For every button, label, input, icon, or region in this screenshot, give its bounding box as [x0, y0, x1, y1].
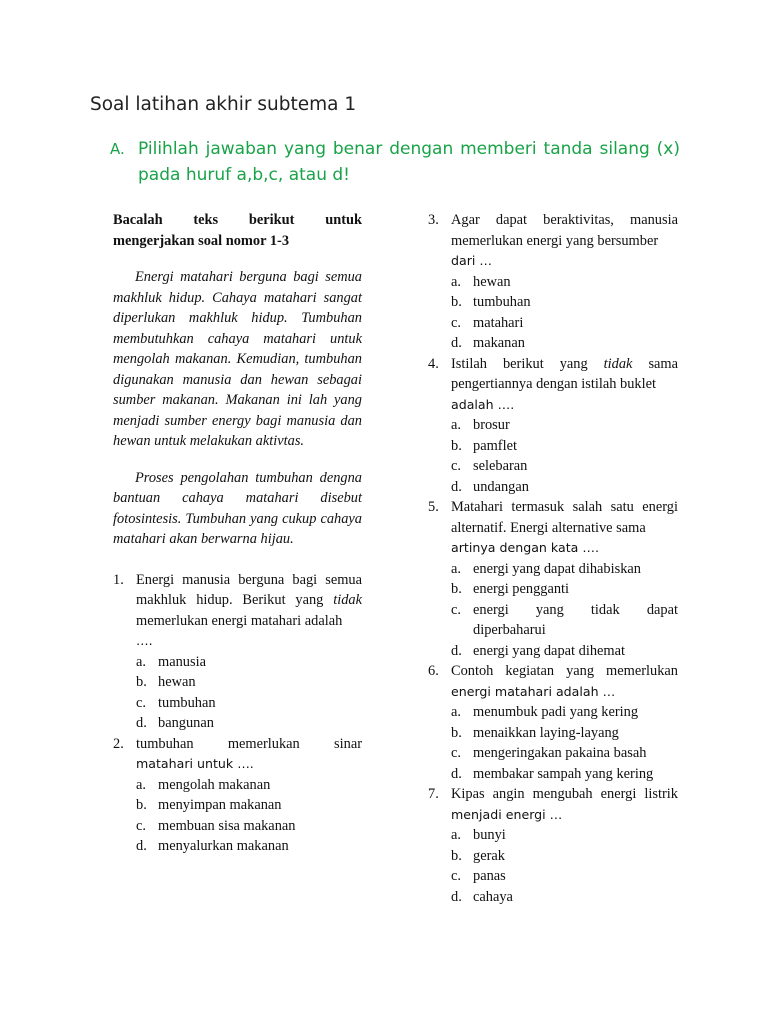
option-text: bunyi	[473, 827, 506, 843]
option-letter: a.	[136, 776, 146, 793]
option-letter: b.	[136, 674, 147, 690]
question-number: 3.	[428, 212, 439, 228]
question-stem	[451, 354, 678, 416]
option-text: energi yang dapat dihabiskan	[473, 560, 641, 577]
option-letter: c.	[451, 601, 461, 618]
question-number: 6.	[428, 663, 439, 679]
option-text: mengeringakan pakaina basah	[473, 745, 647, 761]
option-b[interactable]	[451, 723, 678, 744]
stem-emphasis: tidak	[603, 355, 633, 372]
option-letter: d.	[451, 888, 462, 905]
option-letter: c.	[451, 458, 461, 474]
passage-paragraph-1: Energi matahari berguna bagi semua makhluk hidup. Cahaya matahari sangat diperlukan makhluk hidup. Tumbuhan membutuhkan cahaya matahari untuk mengolah makanan. Kemudian, tumbuhan digunakan manusia dan hewan sebagai sumber makanan. Makanan ini lah yang menjadi sumber energy bagi manusia dan hewan untuk melakukan aktivtas.	[113, 269, 362, 449]
option-letter: a.	[451, 560, 461, 577]
option-b[interactable]	[451, 436, 678, 457]
option-d[interactable]	[136, 836, 362, 857]
stem-text: energi matahari adalah …	[451, 683, 616, 699]
option-text: pamflet	[473, 437, 517, 454]
stem-text: Contoh kegiatan yang memerlukan	[451, 663, 678, 679]
question-4	[428, 354, 678, 498]
stem-text: Energi manusia berguna bagi semua makhluk hidup. Berikut yang	[136, 571, 362, 608]
option-letter: a.	[451, 827, 461, 843]
stem-ellipsis: ….	[136, 633, 153, 648]
option-letter: a.	[451, 704, 461, 720]
stem-text: adalah ….	[451, 396, 515, 412]
option-a[interactable]	[451, 559, 678, 580]
option-text: diperbaharui	[473, 622, 546, 638]
option-c[interactable]	[451, 743, 678, 764]
instruction-text: Pilihlah jawaban yang benar dengan memberi tanda silang (x) pada huruf a,b,c, atau d!	[138, 139, 680, 185]
passage-paragraph-2: Proses pengolahan tumbuhan dengna bantuan cahaya matahari disebut fotosintesis. Tumbuhan yang cukup cahaya matahari akan berwarna hijau.	[113, 469, 362, 547]
option-text: tumbuhan	[473, 294, 531, 310]
option-letter: d.	[451, 335, 462, 351]
question-1	[113, 570, 362, 734]
option-letter: b.	[451, 724, 462, 741]
option-c[interactable]	[136, 693, 362, 714]
option-text: brosur	[473, 417, 510, 433]
option-c[interactable]	[451, 313, 678, 334]
option-list	[451, 559, 678, 662]
option-text: hewan	[473, 273, 511, 290]
stem-text: Istilah berikut yang	[451, 355, 604, 372]
option-b[interactable]	[136, 672, 362, 693]
option-letter: d.	[136, 838, 147, 854]
option-c[interactable]	[136, 816, 362, 837]
option-list	[451, 272, 678, 354]
option-text: matahari	[473, 314, 524, 331]
option-letter: a.	[136, 653, 146, 670]
option-letter: c.	[451, 745, 461, 761]
question-stem	[136, 734, 362, 775]
stem-text: tumbuhan memerlukan sinar	[136, 735, 362, 752]
right-column	[428, 210, 678, 907]
option-b[interactable]	[451, 846, 678, 867]
stem-text: matahari untuk ….	[136, 756, 254, 771]
stem-text: sama pengertiannya dengan istilah buklet	[451, 355, 679, 392]
option-list	[451, 415, 678, 497]
option-letter: c.	[451, 314, 461, 331]
option-b[interactable]	[451, 292, 678, 313]
option-b[interactable]	[136, 795, 362, 816]
question-7	[428, 784, 678, 907]
question-5	[428, 497, 678, 661]
question-number: 1.	[113, 571, 124, 588]
option-text: membuan sisa makanan	[158, 817, 296, 834]
option-c[interactable]	[451, 456, 678, 477]
option-letter: a.	[451, 417, 461, 433]
option-letter: b.	[451, 581, 462, 597]
question-number: 4.	[428, 355, 439, 372]
option-text: menumbuk padi yang kering	[473, 704, 639, 720]
option-a[interactable]	[451, 272, 678, 293]
option-text: makanan	[473, 335, 525, 351]
option-d[interactable]	[136, 713, 362, 734]
stem-text: dari …	[451, 253, 492, 268]
option-c[interactable]	[451, 600, 678, 641]
option-c[interactable]	[451, 866, 678, 887]
question-number: 2.	[113, 735, 124, 752]
instruction	[110, 136, 680, 188]
option-letter: d.	[136, 715, 147, 731]
option-text: membakar sampah yang kering	[473, 765, 654, 782]
option-text: panas	[473, 868, 506, 884]
option-a[interactable]	[451, 702, 678, 723]
option-letter: b.	[451, 847, 462, 864]
page-title: Soal latihan akhir subtema 1	[90, 94, 357, 115]
stem-text: menjadi energi …	[451, 806, 563, 822]
option-letter: a.	[451, 273, 461, 290]
stem-text: artinya dengan kata ….	[451, 540, 599, 555]
stem-text: Agar dapat beraktivitas, manusia memerlukan energi yang bersumber	[451, 212, 678, 249]
option-text: cahaya	[473, 888, 513, 905]
option-text: tumbuhan	[158, 694, 216, 711]
passage-intro-line1: Bacalah teks berikut untuk	[113, 212, 362, 228]
stem-text: Matahari termasuk salah satu energi alternatif. Energi alternative sama	[451, 499, 678, 536]
option-d[interactable]	[451, 477, 678, 498]
instruction-letter: A.	[110, 140, 125, 158]
option-d[interactable]	[451, 887, 678, 908]
option-letter: b.	[451, 294, 462, 310]
option-letter: d.	[451, 478, 462, 495]
option-letter: d.	[451, 765, 462, 782]
option-letter: b.	[451, 437, 462, 454]
stem-text: Kipas angin mengubah energi listrik	[451, 786, 678, 802]
option-text: bangunan	[158, 715, 214, 731]
option-d[interactable]	[451, 764, 678, 785]
option-text: menaikkan laying-layang	[473, 724, 619, 741]
option-a[interactable]	[136, 652, 362, 673]
option-text: energi pengganti	[473, 581, 570, 597]
option-letter: c.	[136, 817, 146, 834]
passage-intro-line2: mengerjakan soal nomor 1-3	[113, 232, 290, 249]
question-stem	[451, 784, 678, 825]
option-text: menyimpan makanan	[158, 797, 282, 813]
option-text: manusia	[158, 653, 206, 670]
option-text: menyalurkan makanan	[158, 838, 289, 854]
option-text: mengolah makanan	[158, 776, 271, 793]
stem-text: memerlukan energi matahari adalah	[136, 612, 343, 629]
option-text: hewan	[158, 674, 196, 690]
option-text: gerak	[473, 847, 505, 864]
option-text: undangan	[473, 478, 529, 495]
question-number: 7.	[428, 786, 439, 802]
option-letter: c.	[451, 868, 461, 884]
question-3	[428, 210, 678, 354]
question-stem	[451, 661, 678, 702]
question-number: 5.	[428, 499, 439, 515]
question-stem	[451, 497, 678, 559]
option-list	[451, 825, 678, 907]
option-text: energi yang dapat dihemat	[473, 642, 625, 659]
option-b[interactable]	[451, 579, 678, 600]
option-d[interactable]	[451, 333, 678, 354]
passage-intro	[113, 210, 362, 251]
option-list	[451, 702, 678, 784]
option-text: energi yang tidak dapat	[473, 601, 678, 618]
option-letter: b.	[136, 797, 147, 813]
option-a[interactable]	[451, 415, 678, 436]
option-a[interactable]	[136, 775, 362, 796]
option-list	[136, 775, 362, 857]
question-6	[428, 661, 678, 784]
option-letter: d.	[451, 642, 462, 659]
question-2	[113, 734, 362, 857]
stem-emphasis: tidak	[333, 592, 362, 608]
left-column	[113, 210, 362, 857]
option-d[interactable]	[451, 641, 678, 662]
question-stem	[136, 570, 362, 652]
option-list	[136, 652, 362, 734]
option-text: selebaran	[473, 458, 528, 474]
question-stem	[451, 210, 678, 272]
option-a[interactable]	[451, 825, 678, 846]
option-letter: c.	[136, 694, 146, 711]
